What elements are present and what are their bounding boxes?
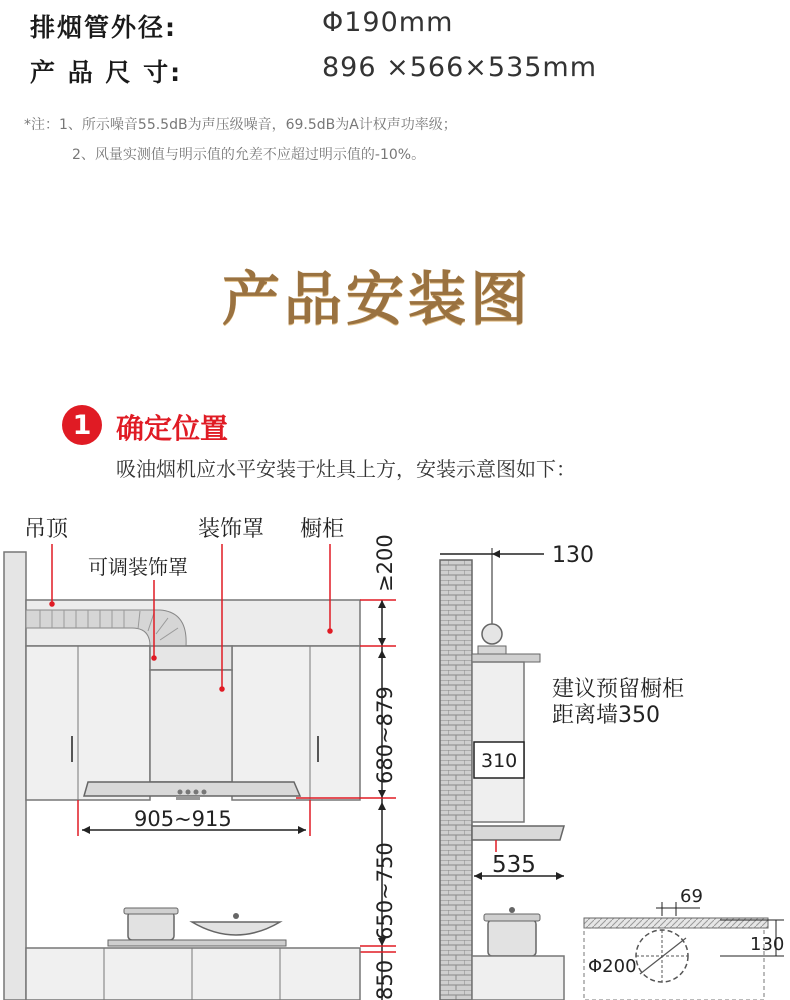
left-wall xyxy=(4,552,26,1000)
spec-value-size: 896 ×566×535mm xyxy=(322,52,598,83)
dim-width-value: 905~915 xyxy=(134,807,232,831)
dim-top-value: ≥200 xyxy=(373,534,397,592)
side-pot xyxy=(472,907,564,1000)
cooktop xyxy=(108,908,286,946)
note-line-2: 2、风量实测值与明示值的允差不应超过明示值的-10%。 xyxy=(72,147,426,163)
label-cover: 装饰罩 xyxy=(198,517,265,542)
step-description: 吸油烟机应水平安装于灶具上方，安装示意图如下： xyxy=(116,457,576,481)
spec-label-pipe: 排烟管外径: xyxy=(30,13,177,42)
label-adjustable-cover: 可调装饰罩 xyxy=(88,555,188,579)
adjustable-cover xyxy=(150,646,232,670)
note-line-1: *注：1、所示噪音55.5dB为声压级噪音，69.5dB为A计权声功率级； xyxy=(24,117,457,133)
detail-dim-69: 69 xyxy=(680,886,703,907)
brick-wall xyxy=(440,560,472,1000)
spec-label-size: 产 品 尺 寸: xyxy=(30,58,183,87)
dim-hood-value: 680~879 xyxy=(373,686,397,784)
label-cabinet: 橱柜 xyxy=(300,517,345,542)
wall-cabinet-left xyxy=(26,646,150,800)
detail-view xyxy=(584,886,784,1000)
detail-dim-diameter: Φ200 xyxy=(588,956,637,977)
step-number-badge: 1 xyxy=(62,405,102,445)
decorative-cover xyxy=(150,670,232,782)
dim-stove-value: 650~750 xyxy=(373,842,397,940)
front-view xyxy=(4,517,397,1000)
spec-value-pipe: Φ190mm xyxy=(322,7,454,38)
dim-counter-value: 850 xyxy=(373,959,397,1000)
side-dim-top: 130 xyxy=(552,543,594,568)
side-dim-535: 535 xyxy=(492,852,536,878)
base-cabinets xyxy=(26,948,360,1000)
side-note-line-1: 建议预留橱柜 xyxy=(552,677,685,702)
side-note-line-2: 距离墙350 xyxy=(552,703,660,728)
installation-diagram xyxy=(0,500,790,1000)
step-title: 确定位置 xyxy=(116,412,229,445)
wall-cabinet-right xyxy=(232,646,360,800)
range-hood xyxy=(84,782,300,796)
side-dim-310: 310 xyxy=(481,750,518,772)
detail-dim-130: 130 xyxy=(750,934,785,955)
side-view xyxy=(440,543,684,1000)
label-ceiling: 吊顶 xyxy=(24,517,69,542)
section-title: 产品安装图 xyxy=(222,265,533,333)
side-hood xyxy=(472,826,564,840)
